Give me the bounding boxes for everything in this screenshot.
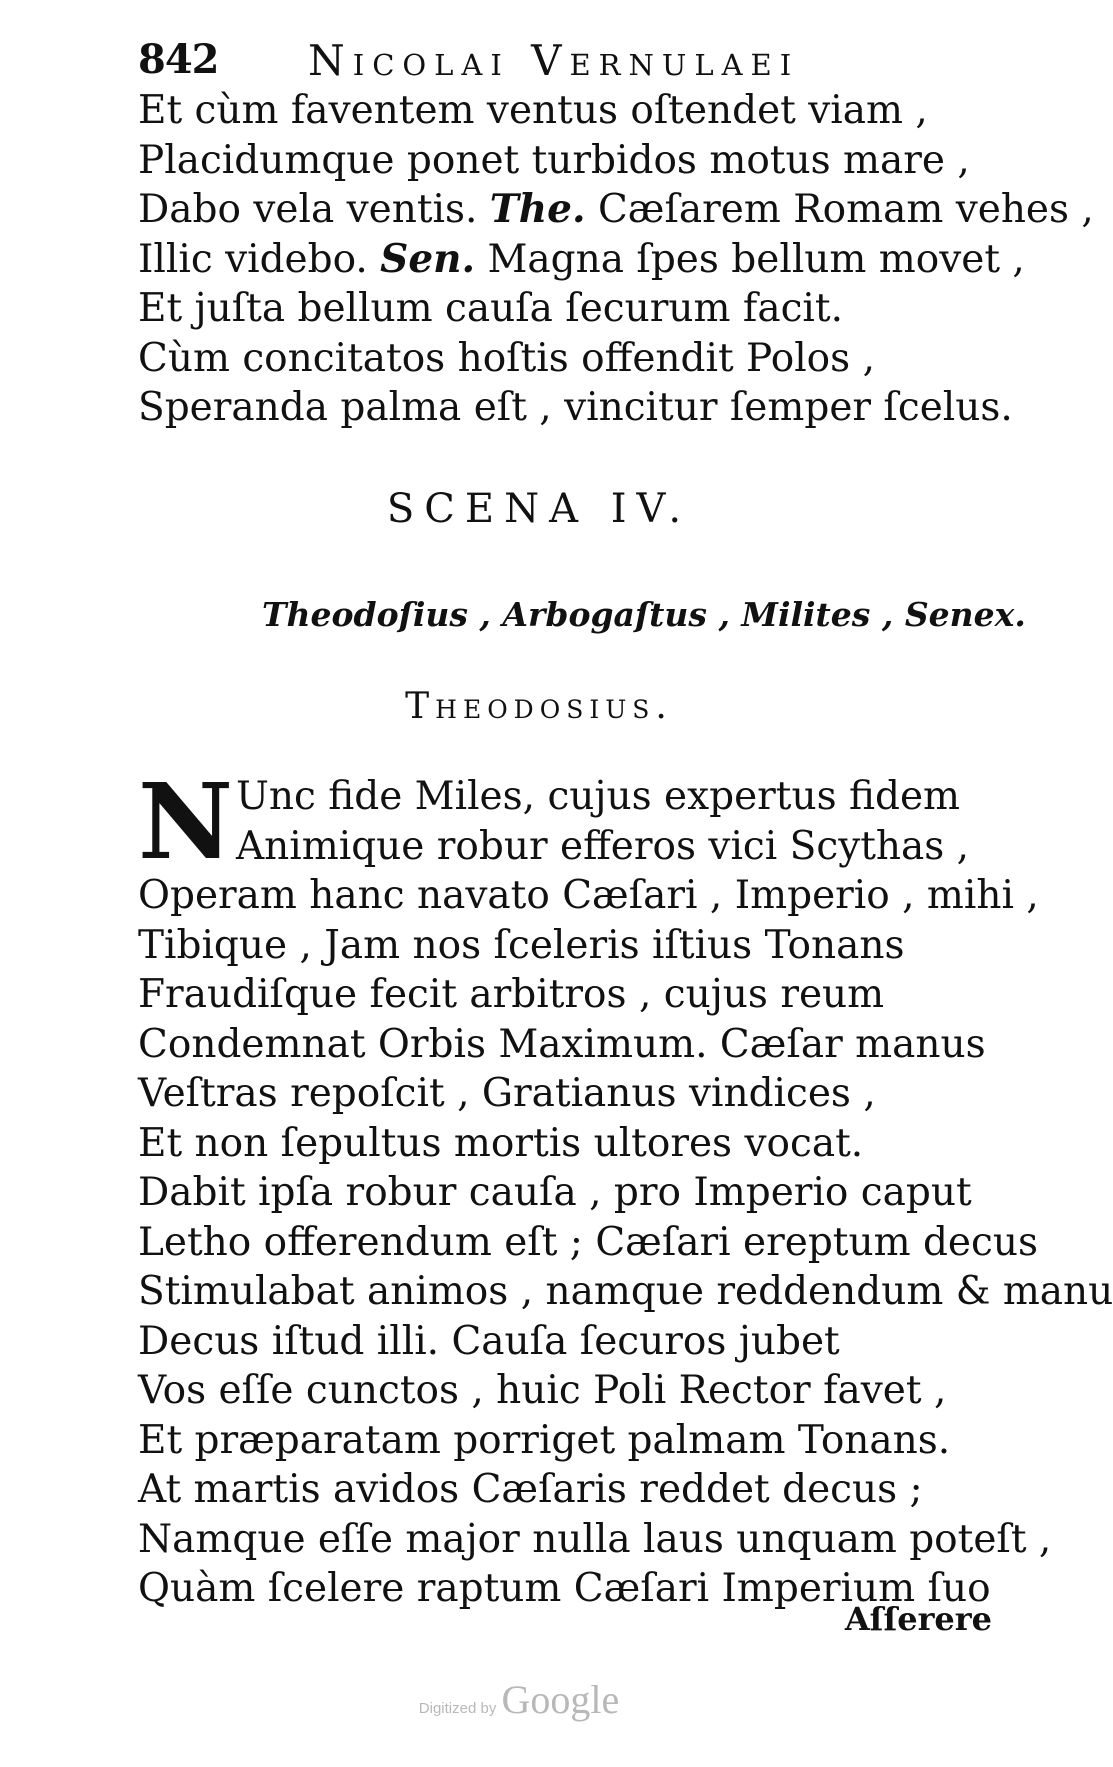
verse-line: Placidumque ponet turbidos motus mare ,	[138, 137, 970, 183]
speaker-abbreviation: Sen.	[380, 235, 476, 282]
digitized-label: Digitized by	[418, 1700, 497, 1717]
verse-line: Veſtras repoſcit , Gratianus vindices ,	[138, 1071, 876, 1116]
verse-line: Tibique , Jam nos ſceleris iſtius Tonans	[138, 922, 905, 968]
running-head: Nicolai Vernulaei	[308, 36, 800, 85]
verse-text: Illic videbo.	[138, 236, 381, 282]
verse-line: Condemnat Orbis Maximum. Cæſar manus	[138, 1021, 986, 1067]
verse-line	[138, 235, 1025, 285]
speaker-heading: Theodosius.	[405, 686, 673, 727]
verse-text: Magna ſpes bellum movet ,	[475, 236, 1025, 282]
verse-line: Namque eſſe major nulla laus unquam poteſt ,	[138, 1516, 1052, 1562]
verse-line: Letho offerendum eſt ; Cæſari ereptum decus	[138, 1219, 1038, 1265]
page-header	[138, 28, 878, 88]
page-number: 842	[138, 36, 219, 83]
verse-line: Stimulabat animos , namque reddendum & manu	[138, 1269, 1113, 1314]
verse-line: Et juſta bellum cauſa ſecurum facit.	[138, 286, 843, 331]
verse-line	[138, 185, 1094, 235]
verse-line: Fraudiſque fecit arbitros , cujus reum	[138, 972, 885, 1017]
verse-line: Vos eſſe cunctos , huic Poli Rector favet ,	[138, 1368, 947, 1413]
verse-line: Animique robur efferos vici Scythas ,	[236, 823, 970, 869]
verse-line: Operam hanc navato Cæſari , Imperio , mihi ,	[138, 873, 1039, 918]
verse-line: Dabit ipſa robur cauſa , pro Imperio caput	[138, 1170, 972, 1215]
verse-line: Unc fide Miles, cujus expertus fidem	[236, 774, 961, 819]
dramatis-personae: Theodoſius , Arbogaſtus , Milites , Senex.	[262, 595, 1026, 634]
speaker-abbreviation: The.	[489, 186, 586, 232]
verse-line: Speranda palma eſt , vincitur ſemper ſcelus.	[138, 385, 1013, 430]
verse-line: At martis avidos Cæſaris reddet decus ;	[138, 1467, 923, 1512]
google-logo: Google	[501, 1677, 620, 1722]
verse-line: Cùm concitatos hoſtis offendit Polos ,	[138, 335, 875, 381]
speech-block	[138, 760, 1113, 1614]
verse-text: Cæſarem Romam vehes ,	[585, 187, 1094, 232]
digitization-footer	[0, 1676, 1038, 1723]
verse-line: Decus iſtud illi. Cauſa ſecuros jubet	[138, 1318, 840, 1364]
verse-text: Dabo vela ventis.	[138, 187, 490, 232]
verse-line: Et cùm faventem ventus oſtendet viam ,	[138, 88, 928, 133]
drop-cap: N	[138, 760, 234, 883]
verse-line: Quàm ſcelere raptum Cæſari Imperium ſuo	[138, 1566, 991, 1611]
scene-title: SCENA IV.	[386, 486, 692, 532]
catchword: Aſſerere	[844, 1600, 992, 1638]
verse-line: Et præparatam porriget palmam Tonans.	[138, 1417, 951, 1463]
verse-block-top	[138, 86, 1094, 433]
verse-line: Et non ſepultus mortis ultores vocat.	[138, 1120, 864, 1166]
